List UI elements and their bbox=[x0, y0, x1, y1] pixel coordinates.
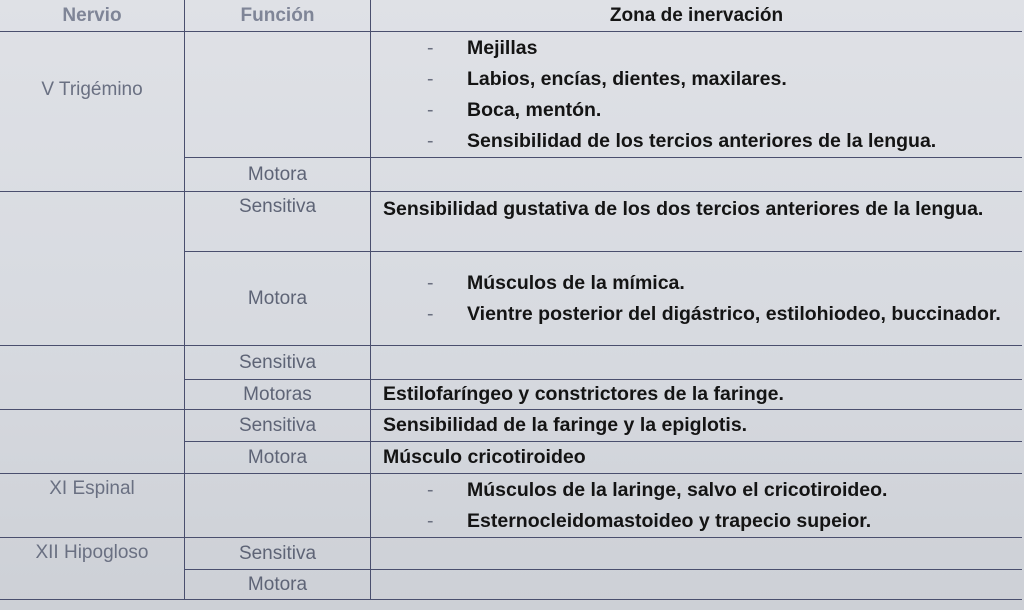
cell-nervio-blank-b bbox=[0, 346, 185, 410]
cell-funcion-r9 bbox=[185, 474, 371, 538]
cell-zona-r4 bbox=[371, 252, 1022, 346]
cell-zona-r8: Músculo cricotiroideo bbox=[371, 442, 1022, 474]
cell-funcion-r10: Sensitiva bbox=[185, 538, 371, 570]
cell-zona-r3: Sensibilidad gustativa de los dos tercios anteriores de la lengua. bbox=[371, 192, 1022, 252]
cell-funcion-r8: Motora bbox=[185, 442, 371, 474]
list-item: - Labios, encías, dientes, maxilares. bbox=[427, 67, 787, 90]
header-zona: Zona de inervación bbox=[371, 0, 1022, 32]
cell-funcion-r11: Motora bbox=[185, 570, 371, 600]
cell-funcion-r7: Sensitiva bbox=[185, 410, 371, 442]
cell-zona-r2 bbox=[371, 158, 1022, 192]
bullet-list bbox=[371, 33, 1022, 157]
cell-zona-r10 bbox=[371, 538, 1022, 570]
cell-funcion-r6: Motoras bbox=[185, 380, 371, 410]
list-item: - Boca, mentón. bbox=[427, 98, 602, 121]
bullet-list bbox=[371, 475, 1022, 537]
cell-nervio-espinal: XI Espinal bbox=[0, 474, 185, 538]
cell-funcion-r3: Sensitiva bbox=[185, 192, 371, 252]
cell-zona-r7: Sensibilidad de la faringe y la epiglotis. bbox=[371, 410, 1022, 442]
list-item: - Sensibilidad de los tercios anteriores de la lengua. bbox=[427, 129, 937, 152]
cell-nervio-trigemino: V Trigémino bbox=[0, 32, 185, 192]
header-funcion: Función bbox=[185, 0, 371, 32]
cell-zona-r9 bbox=[371, 474, 1022, 538]
list-item: - Músculos de la laringe, salvo el cricotiroideo. bbox=[427, 478, 888, 501]
cell-nervio-blank-c bbox=[0, 410, 185, 474]
cell-zona-r5 bbox=[371, 346, 1022, 380]
list-item: - Esternocleidomastoideo y trapecio supeior. bbox=[427, 509, 872, 532]
bullet-list bbox=[371, 268, 1022, 330]
cell-nervio-hipogloso: XII Hipogloso bbox=[0, 538, 185, 600]
cell-funcion-r4: Motora bbox=[185, 252, 371, 346]
cell-zona-r11 bbox=[371, 570, 1022, 600]
list-item: - Músculos de la mímica. bbox=[427, 271, 685, 294]
cell-funcion-r2: Motora bbox=[185, 158, 371, 192]
cell-funcion-r5: Sensitiva bbox=[185, 346, 371, 380]
header-nervio: Nervio bbox=[0, 0, 185, 32]
list-item: - Vientre posterior del digástrico, estilohiodeo, buccinador. bbox=[427, 302, 1001, 325]
cell-funcion-r1 bbox=[185, 32, 371, 158]
list-item: - Mejillas bbox=[427, 36, 538, 59]
cell-nervio-blank-a bbox=[0, 192, 185, 346]
cell-zona-r6: Estilofaríngeo y constrictores de la faringe. bbox=[371, 380, 1022, 410]
cell-zona-r1 bbox=[371, 32, 1022, 158]
